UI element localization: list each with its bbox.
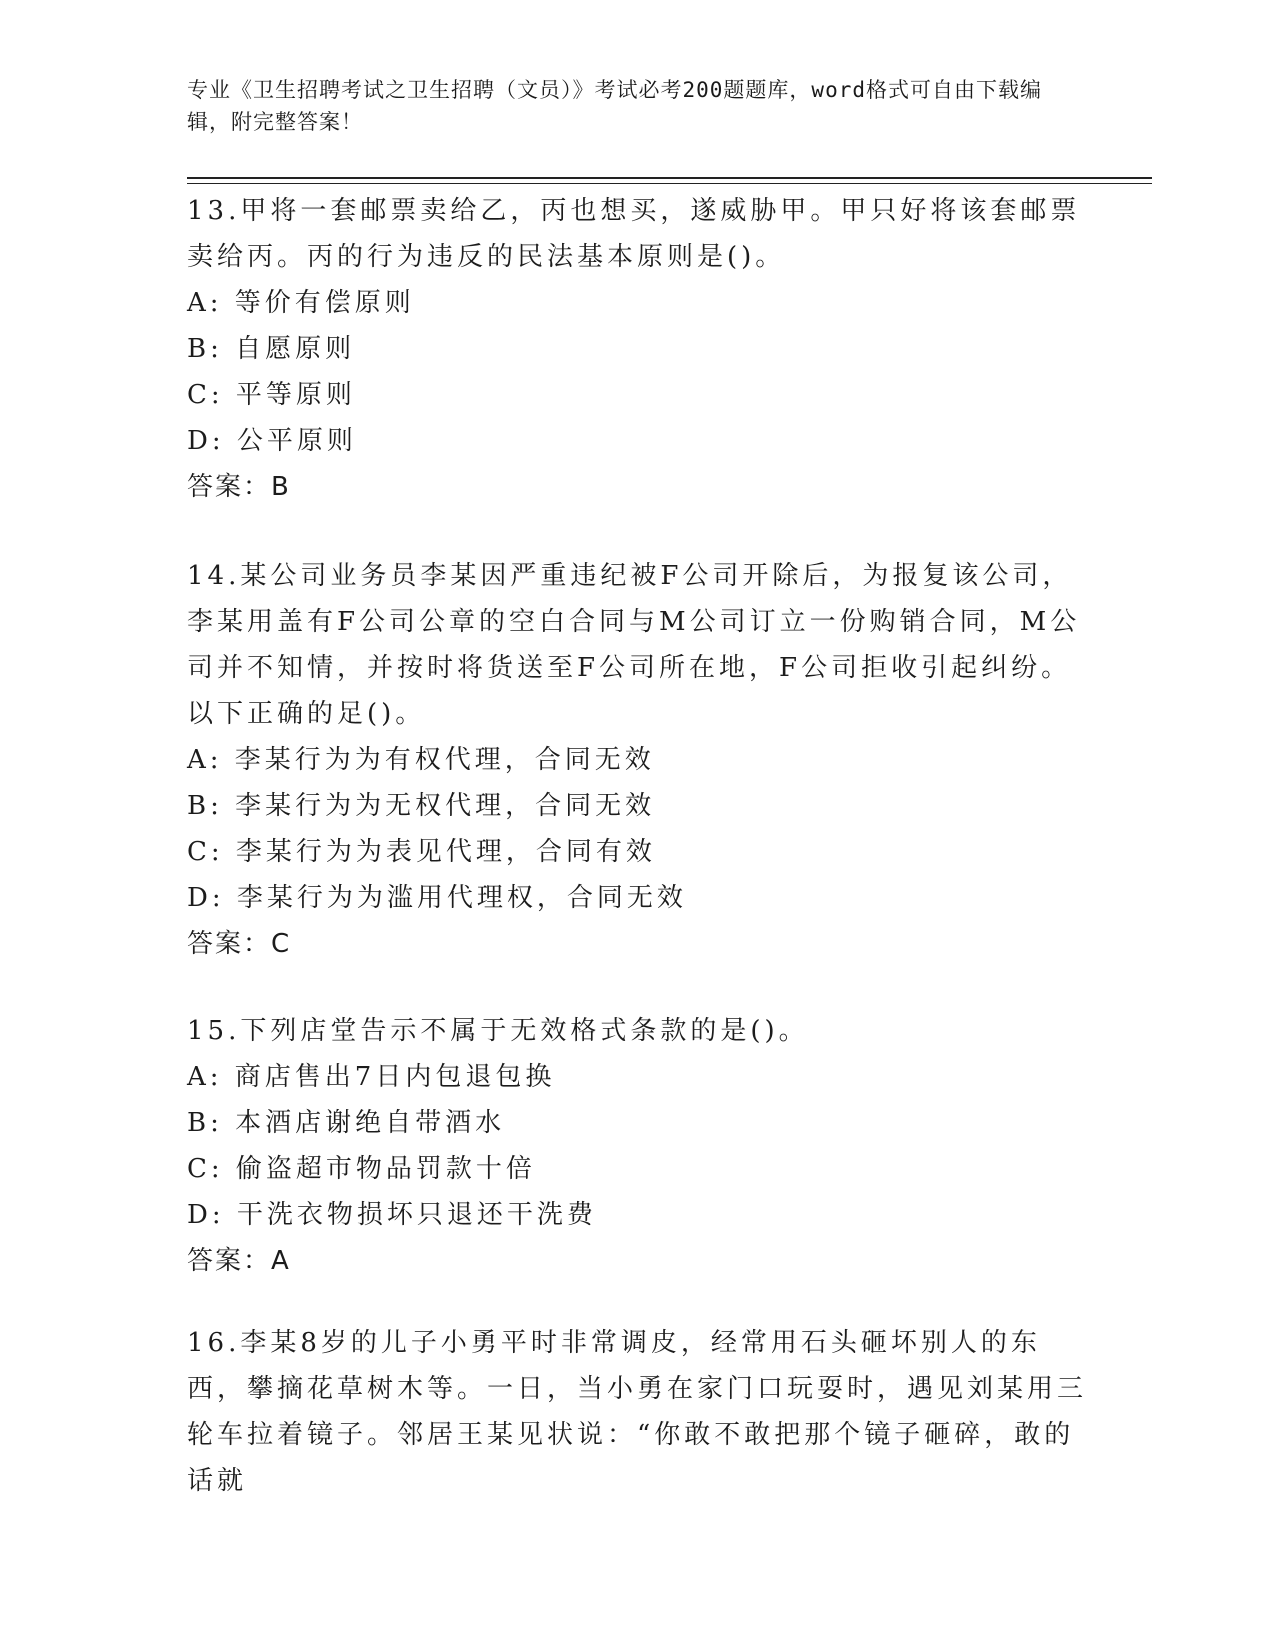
option-c: C: 李某行为为表见代理，合同有效 (187, 837, 656, 867)
header-divider (187, 177, 1152, 179)
answer: 答案：C (187, 929, 292, 959)
question-15 (187, 1008, 1087, 1284)
question-14 (187, 553, 1087, 967)
question-16 (187, 1320, 1087, 1504)
option-c: C: 平等原则 (187, 380, 356, 410)
question-13 (187, 188, 1087, 510)
option-b: B: 李某行为为无权代理，合同无效 (187, 791, 656, 821)
question-stem: 16.李某8岁的儿子小勇平时非常调皮，经常用石头砸坏别人的东西，攀摘花草树木等。一日，当小勇在家门口玩耍时，遇见刘某用三轮车拉着镜子。邻居王某见状说：“你敢不敢把那个镜子砸碎，敢的话就 (187, 1328, 1088, 1496)
option-a: A: 等价有偿原则 (187, 288, 415, 318)
question-stem: 13.甲将一套邮票卖给乙，丙也想买，遂威胁甲。甲只好将该套邮票卖给丙。丙的行为违反的民法基本原则是()。 (187, 196, 1081, 272)
answer: 答案：A (187, 1246, 291, 1276)
option-d: D: 公平原则 (187, 426, 357, 456)
option-b: B: 自愿原则 (187, 334, 356, 364)
question-stem: 14.某公司业务员李某因严重违纪被F公司开除后，为报复该公司，李某用盖有F公司公章的空白合同与M公司订立一份购销合同，M公司并不知情，并按时将货送至F公司所在地，F公司拒收引起纠纷。以下正确的足()。 (187, 561, 1081, 729)
option-b: B: 本酒店谢绝自带酒水 (187, 1108, 506, 1138)
answer: 答案：B (187, 472, 291, 502)
option-d: D: 干洗衣物损坏只退还干洗费 (187, 1200, 597, 1230)
option-c: C: 偷盗超市物品罚款十倍 (187, 1154, 536, 1184)
question-stem: 15.下列店堂告示不属于无效格式条款的是()。 (187, 1016, 809, 1046)
header-divider-thin (187, 183, 1152, 184)
option-a: A: 李某行为为有权代理，合同无效 (187, 745, 655, 775)
document-title: 专业《卫生招聘考试之卫生招聘（文员）》考试必考200题题库，word格式可自由下载编辑，附完整答案！ (187, 78, 1042, 134)
option-a: A: 商店售出7日内包退包换 (187, 1062, 556, 1092)
option-d: D: 李某行为为滥用代理权，合同无效 (187, 883, 687, 913)
